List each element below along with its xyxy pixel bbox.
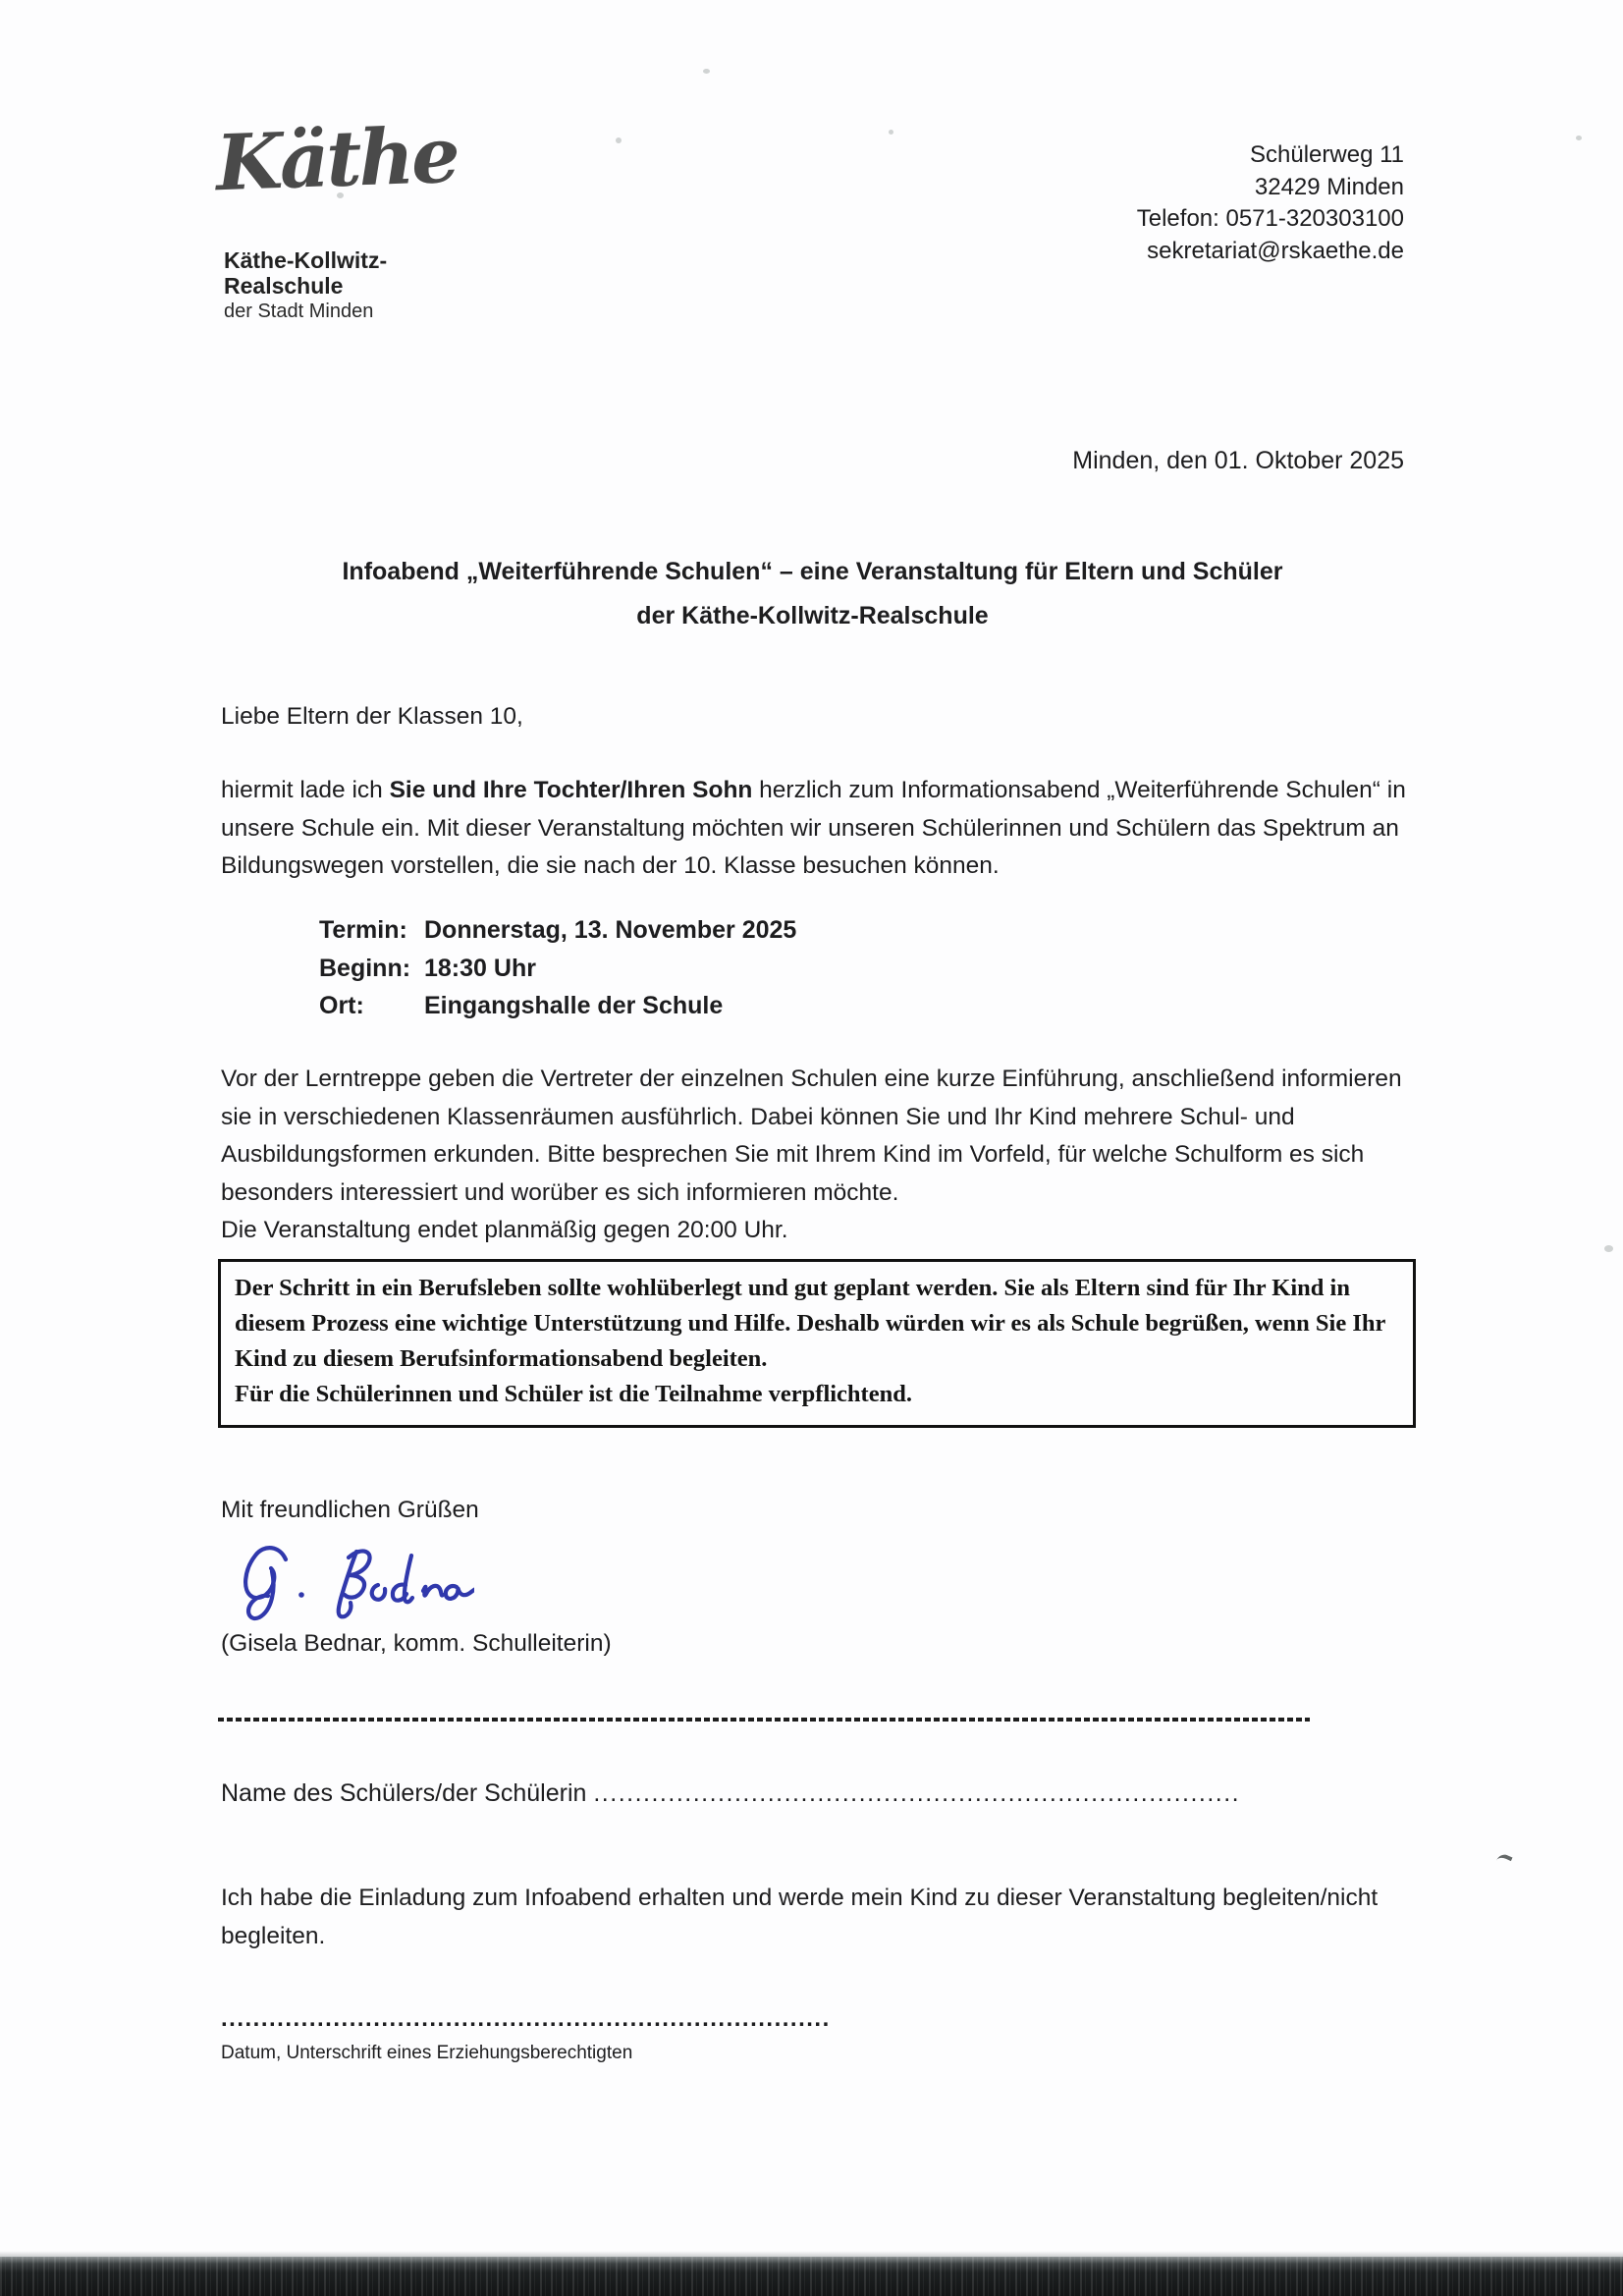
signature-stroke-n bbox=[423, 1586, 443, 1596]
school-logo-text bbox=[224, 247, 387, 324]
contact-phone: Telefon: 0571-320303100 bbox=[1136, 205, 1404, 232]
scan-artifact-speck bbox=[337, 192, 344, 198]
notice-box-text1: Der Schritt in ein Berufsleben sollte wohlüberlegt und gut geplant werden. Sie als Eltern sind für Ihr Kind in diesem Prozess eine wichtige Unterstützung und Hilfe. Deshalb würden wir es als Schule begrüßen, wenn Sie Ihr Kind zu diesem Berufsinformationsabend begleiten. bbox=[235, 1275, 1385, 1372]
dateline: Minden, den 01. Oktober 2025 bbox=[1072, 447, 1404, 474]
scan-artifact-speck bbox=[889, 130, 893, 135]
signed-by: (Gisela Bednar, komm. Schulleiterin) bbox=[221, 1630, 612, 1657]
signature-stroke-e bbox=[372, 1585, 385, 1600]
letter-title bbox=[221, 550, 1404, 638]
school-logo-script: Käthe bbox=[214, 110, 460, 209]
signature-stroke-b-bowls bbox=[345, 1551, 370, 1597]
parent-signature-dotted-blank: ............................................................................ bbox=[221, 2005, 831, 2032]
contact-street: Schülerweg 11 bbox=[1250, 141, 1404, 168]
letter-title-line2: der Käthe-Kollwitz-Realschule bbox=[636, 602, 989, 629]
scan-artifact-speck bbox=[703, 69, 710, 74]
event-row-beginn bbox=[319, 950, 796, 988]
paragraph-invitation bbox=[221, 772, 1409, 886]
signature-handwriting bbox=[229, 1532, 474, 1634]
paragraph-program bbox=[221, 1061, 1411, 1250]
signature-dot bbox=[298, 1592, 304, 1598]
scan-artifact-tick bbox=[1493, 1852, 1512, 1872]
paragraph-invitation-post: herzlich zum Informationsabend „Weiterführende Schulen“ in unsere Schule ein. Mit dieser Veranstaltung möchten wir unseren Schülerinnen und Schülern das Spektrum an Bildungswegen vorstellen, die sie nach der 10. Klasse besuchen können. bbox=[221, 777, 1406, 879]
scan-edge-bar bbox=[0, 2257, 1623, 2296]
separator-dashed-line bbox=[218, 1718, 1310, 1722]
notice-box bbox=[218, 1259, 1416, 1428]
event-value-beginn: 18:30 Uhr bbox=[424, 954, 536, 982]
contact-email: sekretariat@rskaethe.de bbox=[1147, 237, 1404, 264]
event-label-ort: Ort: bbox=[319, 992, 364, 1019]
school-name-line1: Käthe-Kollwitz- bbox=[224, 247, 388, 273]
signature-stroke-d-ascender bbox=[405, 1556, 412, 1602]
closing-greeting: Mit freundlichen Grüßen bbox=[221, 1497, 479, 1523]
salutation: Liebe Eltern der Klassen 10, bbox=[221, 703, 523, 730]
paragraph-program-text: Vor der Lerntreppe geben die Vertreter der einzelnen Schulen eine kurze Einführung, anschließend informieren sie in verschiedenen Klassenräumen ausführlich. Dabei können Sie und Ihr Kind mehrere Schul- und Ausbildungsformen erkunden. Bitte besprechen Sie mit Ihrem Kind im Vorfeld, für welche Schulform es sich besonders interessiert und worüber es sich informieren möchte. bbox=[221, 1066, 1402, 1206]
event-label-beginn: Beginn: bbox=[319, 954, 411, 982]
school-name-line2: Realschule bbox=[224, 273, 344, 299]
scan-artifact-speck bbox=[1576, 136, 1582, 140]
paragraph-invitation-pre: hiermit lade ich bbox=[221, 777, 390, 803]
scan-artifact-speck bbox=[1604, 1245, 1613, 1252]
contact-block bbox=[1137, 139, 1404, 267]
event-row-ort bbox=[319, 987, 796, 1025]
signature-stroke-a-tail bbox=[446, 1586, 474, 1599]
contact-city: 32429 Minden bbox=[1254, 173, 1404, 200]
paragraph-invitation-bold: Sie und Ihre Tochter/Ihren Sohn bbox=[389, 777, 753, 803]
signature-stroke-b-stem bbox=[339, 1552, 356, 1616]
acknowledgement-statement: Ich habe die Einladung zum Infoabend erhalten und werde mein Kind zu dieser Veranstaltung begleiten/nicht begleiten. bbox=[221, 1885, 1379, 1949]
letter-title-line1: Infoabend „Weiterführende Schulen“ – eine Veranstaltung für Eltern und Schüler bbox=[342, 558, 1283, 585]
school-name-line3: der Stadt Minden bbox=[224, 301, 374, 322]
event-row-termin bbox=[319, 911, 796, 950]
event-value-termin: Donnerstag, 13. November 2025 bbox=[424, 916, 797, 944]
signature-stroke-g bbox=[245, 1548, 286, 1598]
student-name-line bbox=[221, 1779, 1240, 1808]
parent-signature-caption: Datum, Unterschrift eines Erziehungsberechtigten bbox=[221, 2043, 633, 2063]
event-details bbox=[319, 911, 796, 1025]
student-name-label: Name des Schülers/der Schülerin bbox=[221, 1779, 594, 1807]
event-label-termin: Termin: bbox=[319, 916, 407, 944]
notice-box-text2: Für die Schülerinnen und Schüler ist die Teilnahme verpflichtend. bbox=[235, 1381, 912, 1407]
paragraph-program-end: Die Veranstaltung endet planmäßig gegen 20:00 Uhr. bbox=[221, 1217, 788, 1243]
student-name-dotted-blank: .............................................................................. bbox=[593, 1779, 1241, 1807]
scan-artifact-speck bbox=[616, 137, 622, 143]
event-value-ort: Eingangshalle der Schule bbox=[424, 992, 724, 1019]
